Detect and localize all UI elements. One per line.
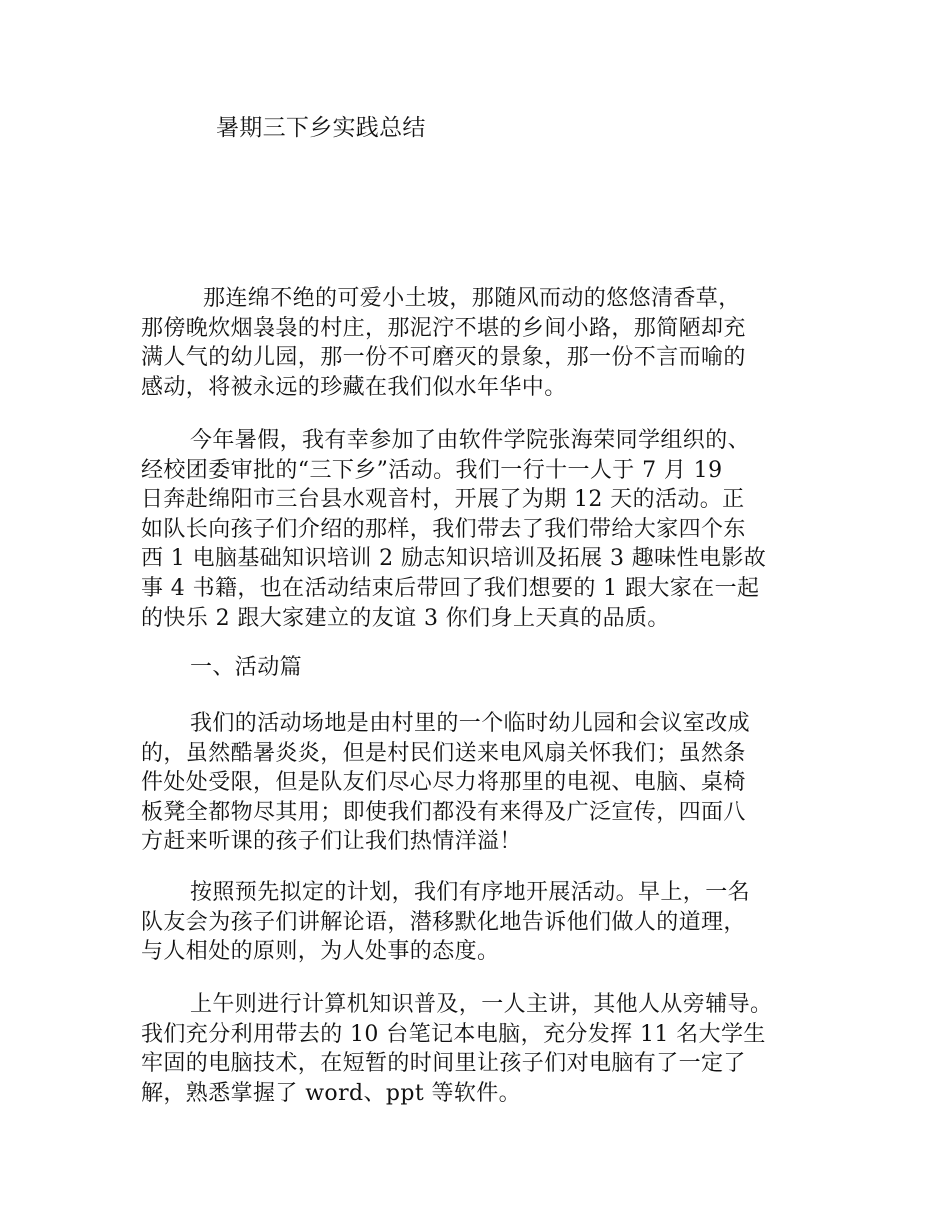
paragraph-line: 经校团委审批的“三下乡”活动。我们一行十一人于 7 月 19 [141, 457, 723, 483]
paragraph-line: 牢固的电脑技术，在短暂的时间里让孩子们对电脑有了一定了 [141, 1051, 746, 1077]
paragraph-line: 满人气的幼儿园，那一份不可磨灭的景象，那一份不言而喻的 [141, 345, 746, 371]
paragraph-line: 那连绵不绝的可爱小土坡，那随风而动的悠悠清香草， [203, 286, 741, 311]
paragraph-line: 解，熟悉掌握了 word、ppt 等软件。 [141, 1080, 522, 1106]
paragraph-line: 板凳全都物尽其用；即使我们都没有来得及广泛宣传，四面八 [141, 799, 746, 825]
paragraph-line: 如队长向孩子们介绍的那样，我们带去了我们带给大家四个东 [141, 516, 746, 542]
section-heading [141, 653, 831, 683]
paragraph-line: 西 1 电脑基础知识培训 2 励志知识培训及拓展 3 趣味性电影故 [141, 546, 767, 572]
paragraph-line: 事 4 书籍，也在活动结束后带回了我们想要的 1 跟大家在一起 [141, 575, 760, 601]
document-title: 暑期三下乡实践总结 [216, 115, 426, 141]
paragraph-line: 上午则进行计算机知识普及，一人主讲，其他人从旁辅导。 [190, 992, 773, 1017]
section-heading-text: 一、活动篇 [190, 655, 303, 680]
paragraph-5 [141, 990, 831, 1108]
paragraph-line: 的快乐 2 跟大家建立的友谊 3 你们身上天真的品质。 [141, 605, 670, 631]
paragraph-line: 那傍晚炊烟袅袅的村庄，那泥泞不堪的乡间小路，那简陋却充 [141, 315, 746, 341]
paragraph-line: 感动，将被永远的珍藏在我们似水年华中。 [141, 374, 567, 400]
paragraph-3 [141, 709, 831, 857]
paragraph-line: 队友会为孩子们讲解论语，潜移默化地告诉他们做人的道理， [141, 909, 746, 935]
paragraph-line: 按照预先拟定的计划，我们有序地开展活动。早上，一名 [190, 880, 751, 905]
paragraph-line: 我们充分利用带去的 10 台笔记本电脑，充分发挥 11 名大学生 [141, 1021, 766, 1047]
paragraph-line: 与人相处的原则，为人处事的态度。 [141, 939, 500, 965]
paragraph-line: 我们的活动场地是由村里的一个临时幼儿园和会议室改成 [190, 711, 751, 736]
paragraph-line: 方赶来听课的孩子们让我们热情洋溢！ [141, 829, 522, 855]
paragraph-line: 今年暑假，我有幸参加了由软件学院张海荣同学组织的、 [190, 428, 751, 453]
paragraph-line: 件处处受限，但是队友们尽心尽力将那里的电视、电脑、桌椅 [141, 770, 746, 796]
paragraph-4 [141, 878, 831, 967]
paragraph-2 [141, 426, 831, 633]
paragraph-1 [141, 284, 831, 402]
paragraph-line: 日奔赴绵阳市三台县水观音村，开展了为期 12 天的活动。正 [141, 487, 745, 513]
paragraph-line: 的，虽然酷暑炎炎，但是村民们送来电风扇关怀我们；虽然条 [141, 740, 746, 766]
